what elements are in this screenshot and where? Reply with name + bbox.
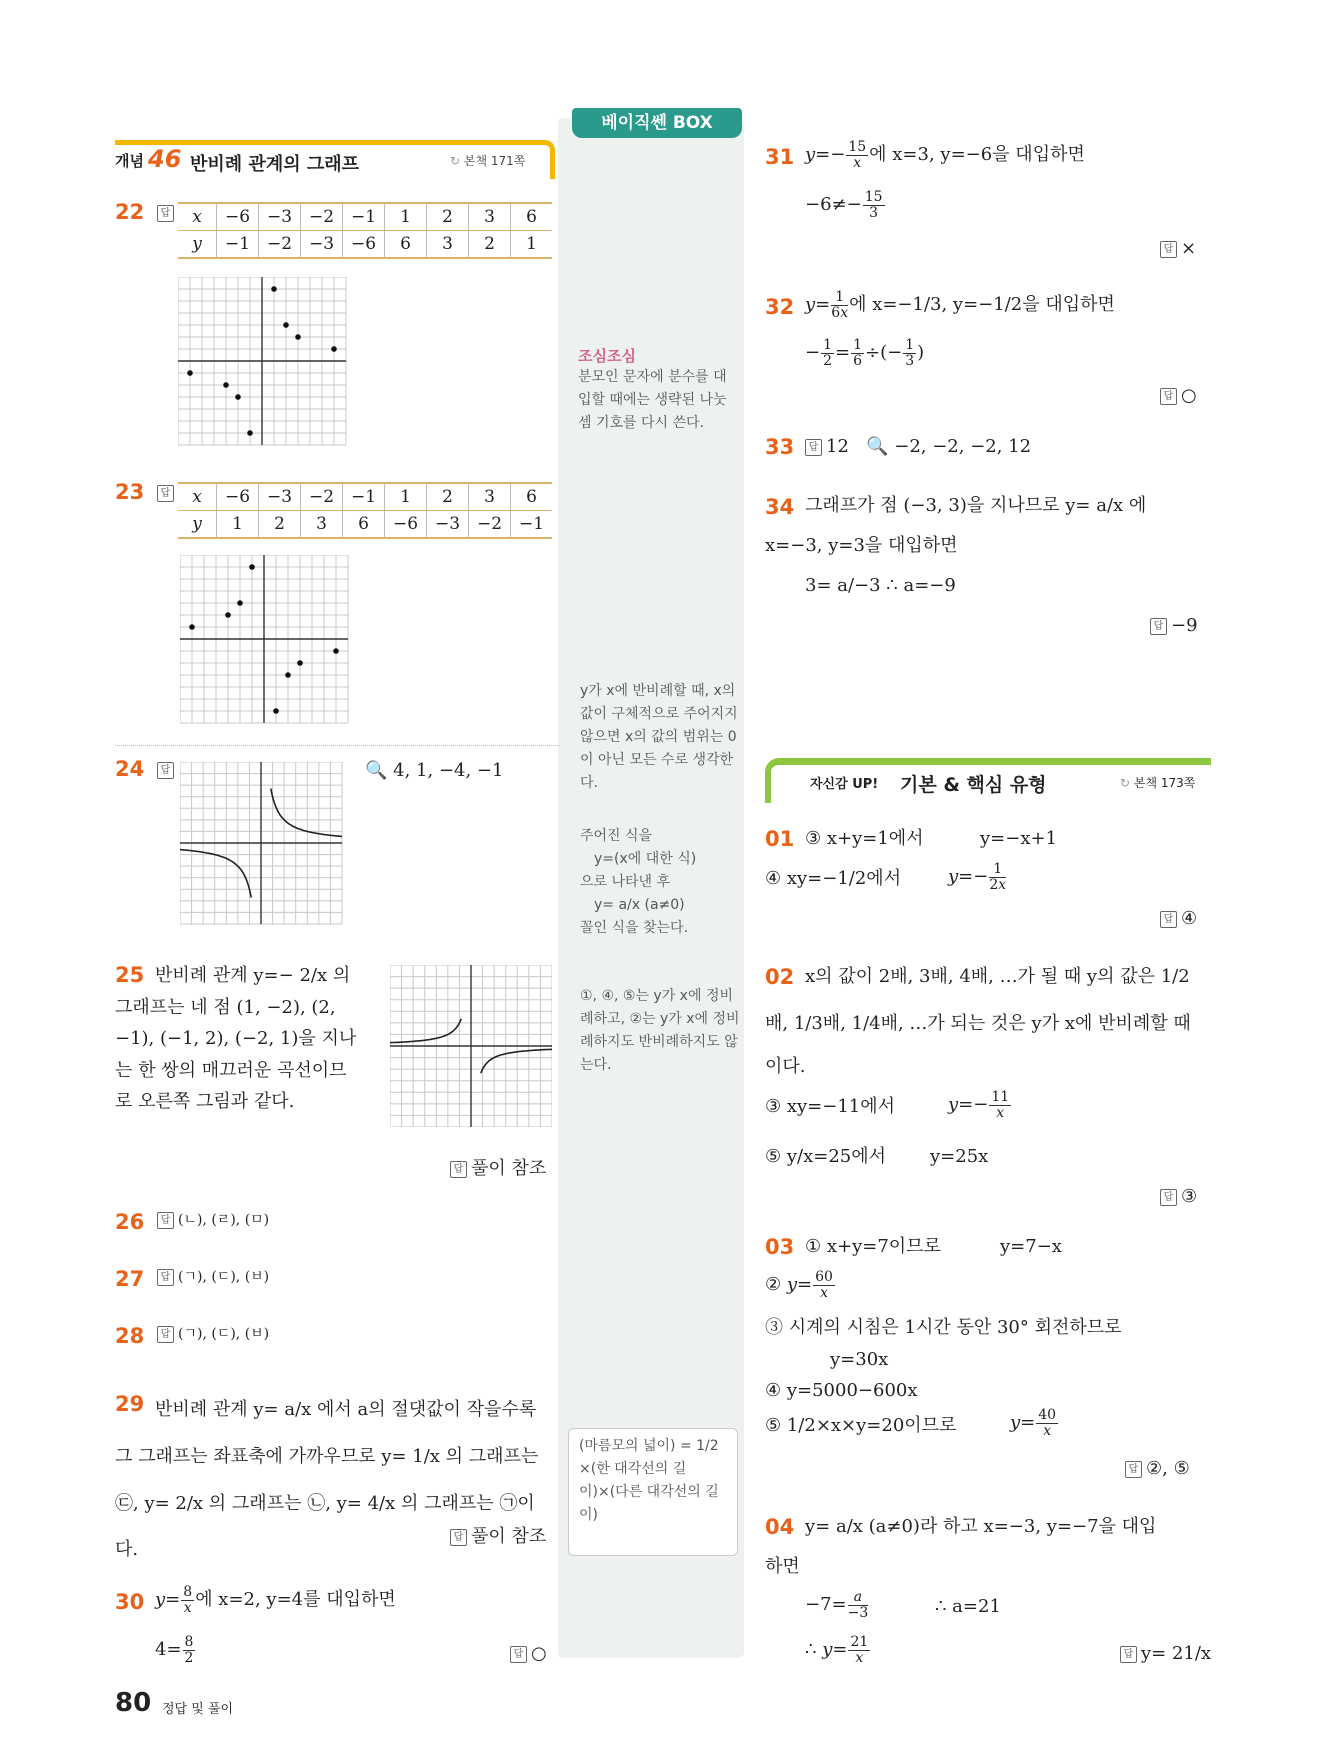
p02-line5b: y=25x bbox=[930, 1146, 989, 1167]
q23-table bbox=[178, 482, 552, 539]
q34-line2: x=−3, y=3을 대입하면 bbox=[765, 535, 958, 556]
concept-label: 개념 bbox=[115, 152, 144, 170]
q23-y-row: y 1 2 3 6 −6 −3 −2 −1 bbox=[178, 511, 552, 539]
answer-icon: 답 bbox=[450, 1161, 467, 1178]
q25-answer: 답 풀이 참조 bbox=[450, 1155, 546, 1183]
answer-icon: 답 bbox=[157, 1269, 174, 1286]
p02-line2: 배, 1/3배, 1/4배, …가 되는 것은 y가 x에 반비례할 때 bbox=[765, 1013, 1191, 1034]
answer-icon: 답 bbox=[1120, 1646, 1137, 1663]
data-point bbox=[235, 394, 241, 400]
answer-icon: 답 bbox=[450, 1529, 467, 1546]
data-point bbox=[271, 286, 277, 292]
answer-icon: 답 bbox=[1150, 618, 1167, 635]
q32-answer: 답 ○ bbox=[1160, 382, 1197, 410]
q25-number: 25 bbox=[115, 963, 145, 987]
p03-answer: 답 ②, ⑤ bbox=[1125, 1455, 1190, 1483]
q28-number: 28 bbox=[115, 1324, 145, 1348]
q25-graph bbox=[390, 965, 552, 1127]
data-point bbox=[237, 600, 243, 606]
answer-icon: 답 bbox=[157, 762, 174, 779]
p01-line2: ④ xy=−1/2에서 bbox=[765, 868, 902, 889]
p02-line1: x의 값이 2배, 3배, 4배, …가 될 때 y의 값은 1/2 bbox=[805, 966, 1190, 987]
q31-number: 31 bbox=[765, 145, 795, 169]
p03-line2: ② y= $\frac{60}{x}$ bbox=[765, 1269, 833, 1301]
side-note-title: 조심조심 bbox=[578, 347, 636, 365]
q31-line1: y=− $\frac{15}{x}$ 에 x=3, y=−6을 대입하면 bbox=[805, 139, 1085, 171]
p02-line3: 이다. bbox=[765, 1056, 806, 1077]
magnifier-icon: 🔍 bbox=[365, 760, 388, 781]
section-title: 기본 & 핵심 유형 bbox=[900, 774, 1047, 796]
answer-icon: 답 bbox=[1160, 241, 1177, 258]
footer-label: 정답 및 풀이 bbox=[162, 1702, 234, 1717]
q34-answer: 답 −9 bbox=[1150, 612, 1198, 640]
q30-line2: 4= $\frac{8}{2}$ bbox=[155, 1634, 194, 1666]
concept-number: 46 bbox=[148, 145, 182, 173]
data-point bbox=[295, 334, 301, 340]
side-note-range: y가 x에 반비례할 때, x의 값이 구체적으로 주어지지 않으면 x의 값의 범위는 0이 아닌 모든 수로 생각한다. bbox=[580, 683, 738, 792]
side-note-proportional: ①, ④, ⑤는 y가 x에 정비례하고, ②는 y가 x에 정비례하지도 반비례하지도 않는다. bbox=[580, 988, 740, 1074]
p04-line3: −7= $\frac{a}{-3}$ bbox=[805, 1589, 869, 1621]
p02-line4b: y=− $\frac{11}{x}$ bbox=[948, 1089, 1010, 1121]
q29-number: 29 bbox=[115, 1392, 145, 1416]
page-number: 80 bbox=[115, 1688, 152, 1718]
hyperbola-branch bbox=[271, 789, 342, 837]
data-point bbox=[333, 648, 339, 654]
data-point bbox=[187, 370, 193, 376]
q27-answer: 답 (ㄱ), (ㄷ), (ㅂ) bbox=[157, 1267, 269, 1289]
answer-icon: 답 bbox=[1160, 1189, 1177, 1206]
q24-hint: 🔍 4, 1, −4, −1 bbox=[365, 760, 504, 781]
answer-icon: 답 bbox=[1160, 388, 1177, 405]
data-point bbox=[249, 564, 255, 570]
magnifier-icon: 🔍 bbox=[866, 436, 889, 457]
side-note-text: 분모인 문자에 분수를 대입할 때에는 생략된 나눗셈 기호를 다시 쓴다. bbox=[578, 369, 727, 432]
p02-number: 02 bbox=[765, 965, 795, 989]
p01-answer: 답 ④ bbox=[1160, 905, 1197, 933]
q34-line1: 그래프가 점 (−3, 3)을 지나므로 y= a/x 에 bbox=[805, 495, 1147, 516]
divider bbox=[115, 745, 560, 746]
side-note-caution bbox=[578, 345, 738, 435]
q33-number: 33 bbox=[765, 435, 795, 459]
section-label: 자신감 UP! bbox=[810, 777, 879, 792]
p02-line4: ③ xy=−11에서 bbox=[765, 1096, 896, 1117]
data-point bbox=[297, 660, 303, 666]
q30-number: 30 bbox=[115, 1590, 145, 1614]
p03-line6b: y= $\frac{40}{x}$ bbox=[1010, 1407, 1057, 1439]
side-note-rhombus: (마름모의 넓이) = 1/2 ×(한 대각선의 길이)×(다른 대각선의 길이) bbox=[568, 1428, 738, 1556]
p02-answer: 답 ③ bbox=[1160, 1183, 1197, 1211]
p01-number: 01 bbox=[765, 827, 795, 851]
q22-number: 22 bbox=[115, 200, 145, 224]
p01-line2b: y=− $\frac{1}{2x}$ bbox=[948, 861, 1007, 893]
q34-line3: 3= a/−3 ∴ a=−9 bbox=[805, 575, 956, 596]
q30-line1: y= $\frac{8}{x}$ 에 x=2, y=4를 대입하면 bbox=[155, 1584, 396, 1616]
refresh-icon: ↻ bbox=[1120, 776, 1131, 790]
p01-line1: ③ x+y=1에서 bbox=[805, 828, 924, 849]
p03-line1b: y=7−x bbox=[1000, 1236, 1062, 1257]
q25-text: 반비례 관계 y=− 2/x 의 그래프는 네 점 (1, −2), (2, −1), (−1, 2), (−2, 1)을 지나는 한 쌍의 매끄러운 곡선이므로 오른쪽 그림과 같다. bbox=[115, 965, 357, 1112]
p03-line6: ⑤ 1/2×x×y=20이므로 bbox=[765, 1415, 957, 1436]
p03-number: 03 bbox=[765, 1235, 795, 1259]
q33-answer: 답 12 🔍 −2, −2, −2, 12 bbox=[805, 433, 1031, 461]
p03-line5: ④ y=5000−600x bbox=[765, 1380, 918, 1401]
q24-graph bbox=[180, 762, 345, 927]
q28-answer: 답 (ㄱ), (ㄷ), (ㅂ) bbox=[157, 1324, 269, 1346]
answer-icon: 답 bbox=[1125, 1461, 1142, 1478]
p02-line5: ⑤ y/x=25에서 bbox=[765, 1146, 887, 1167]
q32-line1: y= $\frac{1}{6x}$ 에 x=−1/3, y=−1/2을 대입하면 bbox=[805, 289, 1115, 321]
q23-x-row: x −6 −3 −2 −1 1 2 3 6 bbox=[178, 483, 552, 511]
q29-answer: 답 풀이 참조 bbox=[450, 1523, 546, 1551]
box-title: 베이직쎈 BOX bbox=[572, 108, 742, 138]
p01-line1b: y=−x+1 bbox=[980, 828, 1058, 849]
answer-icon: 답 bbox=[157, 485, 174, 502]
p03-line1: ① x+y=7이므로 bbox=[805, 1236, 941, 1257]
data-point bbox=[285, 672, 291, 678]
q23-graph bbox=[180, 555, 350, 725]
answer-icon: 답 bbox=[157, 205, 174, 222]
q32-number: 32 bbox=[765, 295, 795, 319]
answer-icon: 답 bbox=[805, 439, 822, 456]
section-ref: ↻ 본책 173쪽 bbox=[1120, 776, 1196, 790]
q31-answer: 답 × bbox=[1160, 235, 1196, 263]
q23-number: 23 bbox=[115, 480, 145, 504]
data-point bbox=[273, 708, 279, 714]
q24-number: 24 bbox=[115, 757, 145, 781]
q34-number: 34 bbox=[765, 495, 795, 519]
data-point bbox=[331, 346, 337, 352]
hyperbola-branch bbox=[180, 850, 251, 898]
q22-table bbox=[178, 202, 552, 259]
p03-line4: y=30x bbox=[830, 1349, 889, 1370]
q30-answer: 답 ○ bbox=[510, 1640, 547, 1668]
data-point bbox=[189, 624, 195, 630]
q22-y-row: y −1 −2 −3 −6 6 3 2 1 bbox=[178, 231, 552, 259]
concept-ref: ↻ 본책 171쪽 bbox=[450, 154, 526, 168]
q22-graph bbox=[178, 277, 348, 447]
q31-line2: −6≠− $\frac{15}{3}$ bbox=[805, 189, 883, 221]
answer-icon: 답 bbox=[157, 1212, 174, 1229]
answer-icon: 답 bbox=[510, 1646, 527, 1663]
p03-line3: ③ 시계의 시침은 1시간 동안 30° 회전하므로 bbox=[765, 1317, 1122, 1338]
answer-icon: 답 bbox=[157, 1326, 174, 1343]
data-point bbox=[283, 322, 289, 328]
side-note-form: 주어진 식을 y=(x에 대한 식) 으로 나타낸 후 y= a/x (a≠0) 꼴인 식을 찾는다. bbox=[580, 828, 697, 937]
q27-number: 27 bbox=[115, 1267, 145, 1291]
answer-icon: 답 bbox=[1160, 911, 1177, 928]
p04-line2: 하면 bbox=[765, 1556, 800, 1577]
p04-line4: ∴ y= $\frac{21}{x}$ bbox=[805, 1634, 869, 1666]
p04-line1: y= a/x (a≠0)라 하고 x=−3, y=−7을 대입 bbox=[805, 1516, 1157, 1537]
q26-answer: 답 (ㄴ), (ㄹ), (ㅁ) bbox=[157, 1210, 269, 1232]
refresh-icon: ↻ bbox=[450, 154, 461, 168]
p04-answer: 답 y= 21/x bbox=[1120, 1640, 1211, 1668]
q22-x-row: x −6 −3 −2 −1 1 2 3 6 bbox=[178, 203, 552, 231]
q29-text: 반비례 관계 y= a/x 에서 a의 절댓값이 작을수록 그 그래프는 좌표축에 가까우므로 y= 1/x 의 그래프는 ㉢, y= 2/x 의 그래프는 ㉡, y= 4/x 의 그래프는 ㉠이다. bbox=[115, 1399, 539, 1561]
p04-line3b: ∴ a=21 bbox=[935, 1596, 1001, 1617]
data-point bbox=[247, 430, 253, 436]
p04-number: 04 bbox=[765, 1515, 795, 1539]
q32-line2: − $\frac{1}{2}$ = $\frac{1}{6}$ ÷(− $\frac{1}{3}$ ) bbox=[805, 337, 925, 369]
q26-number: 26 bbox=[115, 1210, 145, 1234]
data-point bbox=[225, 612, 231, 618]
data-point bbox=[223, 382, 229, 388]
concept-title: 반비례 관계의 그래프 bbox=[190, 154, 360, 175]
